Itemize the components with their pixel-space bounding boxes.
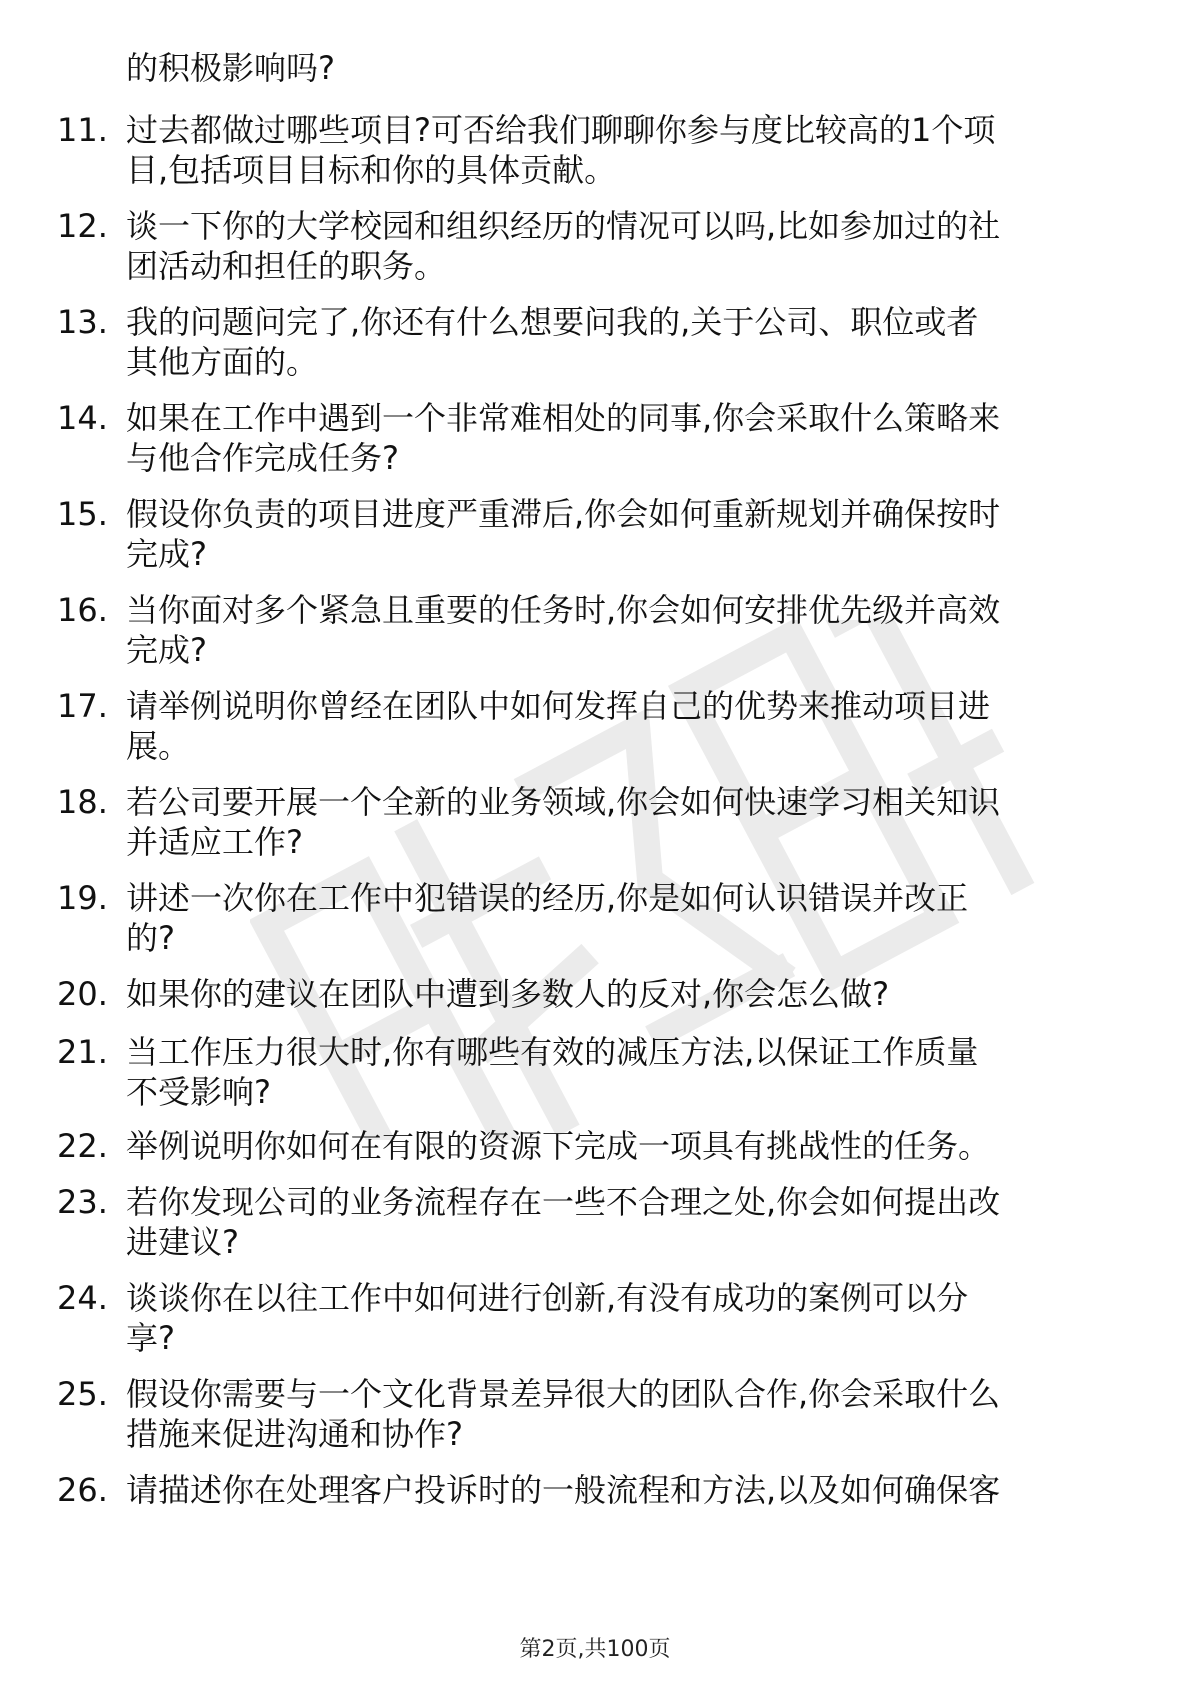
question-text <box>126 974 1126 1014</box>
question-number: 16. <box>57 591 108 629</box>
question-text <box>126 398 1126 478</box>
question-text-line: 目,包括项目目标和你的具体贡献。 <box>126 151 617 189</box>
continued-question-text: 的积极影响吗? <box>126 49 335 87</box>
question-text-line: 谈一下你的大学校园和组织经历的情况可以吗,比如参加过的社 <box>126 207 1001 245</box>
question-text-line: 讲述一次你在工作中犯错误的经历,你是如何认识错误并改正 <box>126 879 969 917</box>
question-text-line: 不受影响? <box>126 1073 271 1111</box>
question-text-line: 进建议? <box>126 1223 239 1261</box>
question-text <box>126 1470 1126 1510</box>
question-text-line: 当你面对多个紧急且重要的任务时,你会如何安排优先级并高效 <box>126 591 1001 629</box>
question-number: 18. <box>57 783 108 821</box>
question-text-line: 团活动和担任的职务。 <box>126 247 447 285</box>
question-text <box>126 878 1126 958</box>
question-text-line: 当工作压力很大时,你有哪些有效的减压方法,以保证工作质量 <box>126 1033 979 1071</box>
question-text-line: 措施来促进沟通和协作? <box>126 1415 463 1453</box>
question-text-line: 请举例说明你曾经在团队中如何发挥自己的优势来推动项目进 <box>126 687 991 725</box>
question-text-line: 我的问题问完了,你还有什么想要问我的,关于公司、职位或者 <box>126 303 979 341</box>
question-number: 14. <box>57 399 108 437</box>
question-number: 17. <box>57 687 108 725</box>
question-number: 13. <box>57 303 108 341</box>
question-text-line: 若你发现公司的业务流程存在一些不合理之处,你会如何提出改 <box>126 1183 1001 1221</box>
question-number: 21. <box>57 1033 108 1071</box>
question-text <box>126 1374 1126 1454</box>
question-text-line: 若公司要开展一个全新的业务领域,你会如何快速学习相关知识 <box>126 783 1001 821</box>
question-text-line: 谈谈你在以往工作中如何进行创新,有没有成功的案例可以分 <box>126 1279 969 1317</box>
question-text-line: 完成? <box>126 535 207 573</box>
question-text-line: 其他方面的。 <box>126 343 319 381</box>
question-text-line: 展。 <box>126 727 191 765</box>
question-number: 12. <box>57 207 108 245</box>
question-text-line: 完成? <box>126 631 207 669</box>
question-text <box>126 1126 1126 1166</box>
question-text <box>126 1278 1126 1358</box>
question-number: 15. <box>57 495 108 533</box>
question-number: 24. <box>57 1279 108 1317</box>
question-number: 25. <box>57 1375 108 1413</box>
question-text-line: 请描述你在处理客户投诉时的一般流程和方法,以及如何确保客 <box>126 1471 1001 1509</box>
question-text <box>126 782 1126 862</box>
question-text-line: 的? <box>126 919 175 957</box>
question-text-line: 如果在工作中遇到一个非常难相处的同事,你会采取什么策略来 <box>126 399 1001 437</box>
question-number: 19. <box>57 879 108 917</box>
page-footer: 第2页,共100页 <box>519 1637 671 1662</box>
question-number: 26. <box>57 1471 108 1509</box>
question-text-line: 并适应工作? <box>126 823 303 861</box>
question-number: 22. <box>57 1127 108 1165</box>
question-text <box>126 302 1126 382</box>
question-text-line: 举例说明你如何在有限的资源下完成一项具有挑战性的任务。 <box>126 1127 991 1165</box>
question-text-line: 如果你的建议在团队中遭到多数人的反对,你会怎么做? <box>126 975 890 1013</box>
question-text <box>126 686 1126 766</box>
question-text <box>126 1032 1126 1112</box>
question-text <box>126 1182 1126 1262</box>
question-text <box>126 206 1126 286</box>
question-text <box>126 110 1126 190</box>
question-text <box>126 590 1126 670</box>
question-text-line: 假设你需要与一个文化背景差异很大的团队合作,你会采取什么 <box>126 1375 1001 1413</box>
question-text-line: 过去都做过哪些项目?可否给我们聊聊你参与度比较高的1个项 <box>126 111 996 149</box>
question-text-line: 与他合作完成任务? <box>126 439 399 477</box>
question-text-line: 假设你负责的项目进度严重滞后,你会如何重新规划并确保按时 <box>126 495 1001 533</box>
question-number: 11. <box>57 111 108 149</box>
question-text-line: 享? <box>126 1319 175 1357</box>
question-number: 23. <box>57 1183 108 1221</box>
question-number: 20. <box>57 975 108 1013</box>
question-text <box>126 494 1126 574</box>
